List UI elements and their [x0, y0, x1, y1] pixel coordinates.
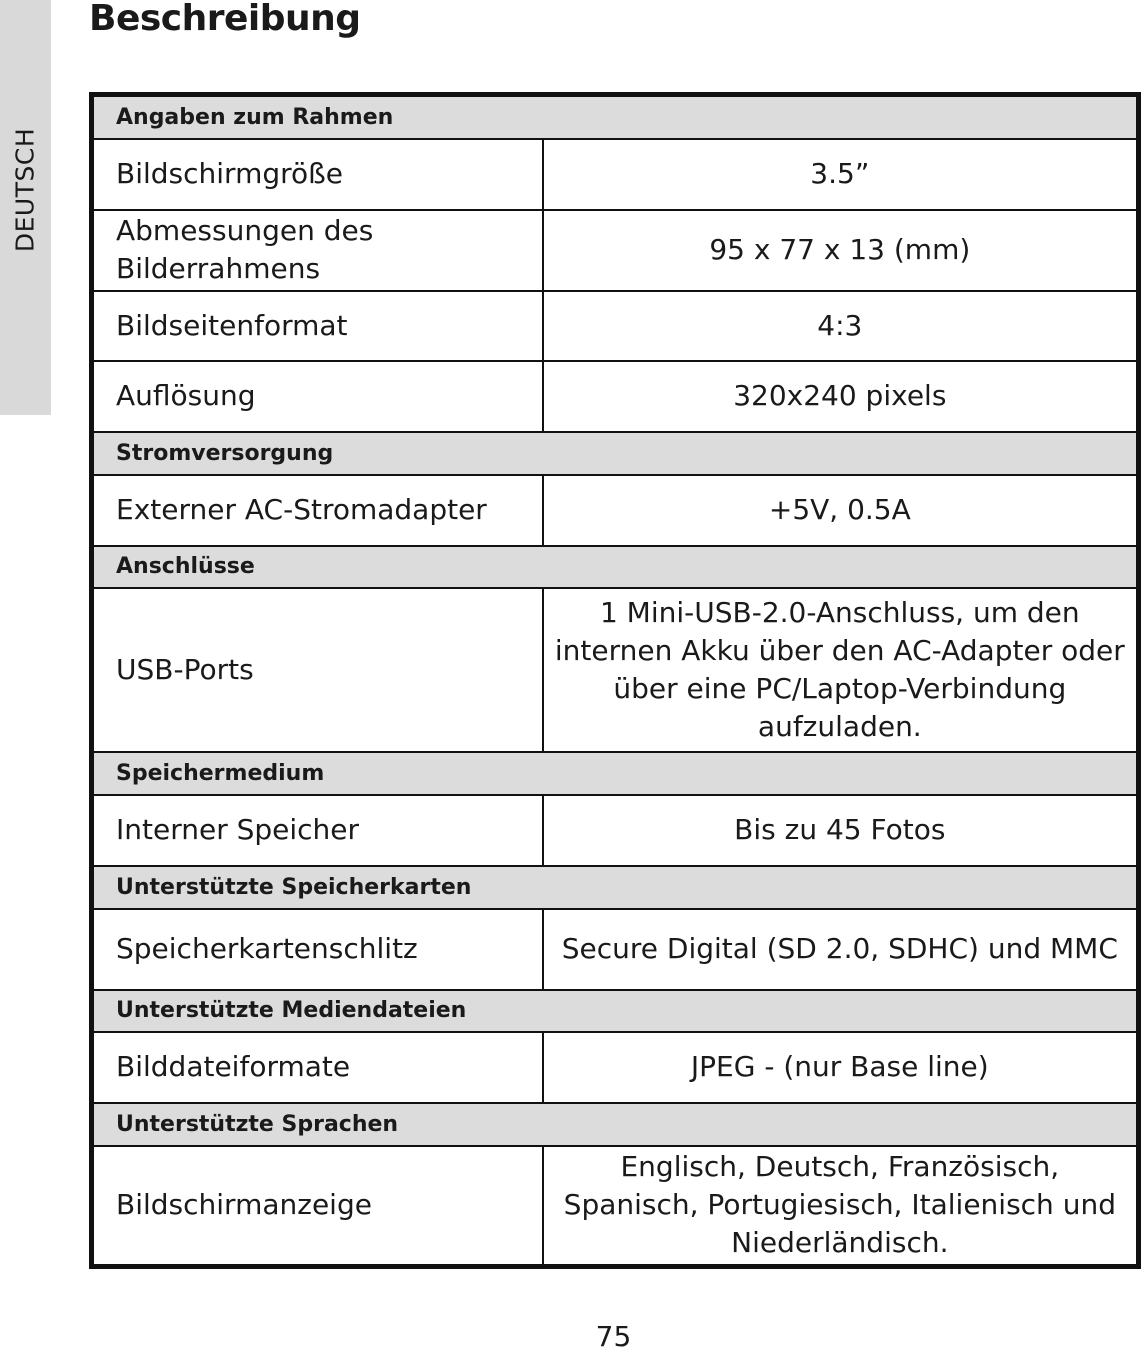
spec-label: Auflösung [92, 361, 543, 432]
section-header: Unterstützte Speicherkarten [92, 866, 1139, 909]
page-number: 75 [595, 1320, 632, 1353]
spec-label: Speicherkartenschlitz [92, 909, 543, 990]
spec-label: Bilddateiformate [92, 1032, 543, 1103]
spec-label: USB-Ports [92, 588, 543, 752]
spec-label: Abmessungen des Bilderrahmens [92, 210, 543, 291]
table-row [92, 795, 1139, 866]
section-header: Unterstützte Mediendateien [92, 990, 1139, 1032]
spec-label: Bildschirmanzeige [92, 1146, 543, 1267]
page-title: Beschreibung [89, 0, 361, 39]
spec-value: 320x240 pixels [543, 361, 1139, 432]
spec-value: Bis zu 45 Fotos [543, 795, 1139, 866]
section-header-row [92, 1103, 1139, 1146]
section-header-row [92, 546, 1139, 588]
table-row [92, 361, 1139, 432]
table-row [92, 139, 1139, 210]
table-row [92, 1032, 1139, 1103]
table-row [92, 475, 1139, 546]
table-row [92, 291, 1139, 361]
spec-value: JPEG - (nur Base line) [543, 1032, 1139, 1103]
spec-value: +5V, 0.5A [543, 475, 1139, 546]
spec-value: 1 Mini-USB-2.0-Anschluss, um den internen Akku über den AC-Adapter oder über eine PC/Laptop-Verbindung aufzuladen. [543, 588, 1139, 752]
spec-label: Externer AC-Stromadapter [92, 475, 543, 546]
section-header: Speichermedium [92, 752, 1139, 795]
specification-table [89, 92, 1141, 1269]
spec-value: Englisch, Deutsch, Französisch, Spanisch, Portugiesisch, Italienisch und Niederländisch. [543, 1146, 1139, 1267]
language-side-tab [0, 0, 51, 415]
section-header: Angaben zum Rahmen [92, 95, 1139, 139]
spec-label: Bildschirmgröße [92, 139, 543, 210]
spec-value: Secure Digital (SD 2.0, SDHC) und MMC [543, 909, 1139, 990]
section-header-row [92, 95, 1139, 139]
section-header-row [92, 990, 1139, 1032]
section-header: Unterstützte Sprachen [92, 1103, 1139, 1146]
table-row [92, 210, 1139, 291]
table-row [92, 1146, 1139, 1267]
section-header-row [92, 432, 1139, 475]
section-header: Stromversorgung [92, 432, 1139, 475]
section-header-row [92, 866, 1139, 909]
table-row [92, 909, 1139, 990]
section-header-row [92, 752, 1139, 795]
language-label: DEUTSCH [10, 127, 40, 253]
table-row [92, 588, 1139, 752]
spec-label: Bildseitenformat [92, 291, 543, 361]
spec-value: 3.5” [543, 139, 1139, 210]
section-header: Anschlüsse [92, 546, 1139, 588]
spec-value: 95 x 77 x 13 (mm) [543, 210, 1139, 291]
spec-value: 4:3 [543, 291, 1139, 361]
spec-label: Interner Speicher [92, 795, 543, 866]
